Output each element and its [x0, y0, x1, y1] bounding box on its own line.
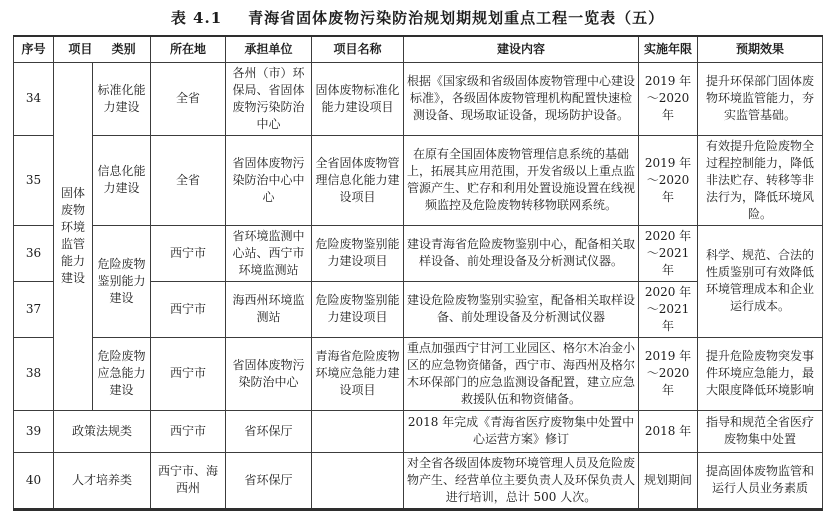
table-row [14, 410, 823, 452]
cell-project-name [312, 410, 404, 452]
cell-category: 危险废物应急能力建设 [93, 337, 151, 410]
cell-category: 标准化能力建设 [93, 62, 151, 135]
cell-effect: 有效提升危险废物全过程控制能力，降低非法贮存、转移等非法行为，降低环境风险。 [698, 135, 823, 225]
cell-effect: 提升环保部门固体废物环境监管能力，夯实监管基础。 [698, 62, 823, 135]
cell-content: 重点加强西宁甘河工业园区、格尔木冶金小区的应急物资储备，西宁市、海西州及格尔木环保部门的应急监测设备配置，建立应急救援队伍和物资储备。 [404, 337, 639, 410]
cell-location: 全省 [151, 135, 226, 225]
cell-no: 35 [14, 135, 54, 225]
table-row [14, 337, 823, 410]
col-header-content: 建设内容 [404, 36, 639, 62]
cell-years: 2019 年～2020 年 [639, 62, 698, 135]
projects-table [13, 35, 823, 511]
cell-unit: 海西州环境监测站 [226, 281, 312, 337]
col-header-project-category: 项目 类别 [54, 36, 151, 62]
cell-project-category: 政策法规类 [54, 410, 151, 452]
cell-project-name [312, 452, 404, 509]
col-header-name: 项目名称 [312, 36, 404, 62]
cell-project-group: 固体废物环境监管能力建设 [54, 62, 93, 410]
cell-no: 37 [14, 281, 54, 337]
cell-location: 西宁市 [151, 337, 226, 410]
cell-project-name: 青海省危险废物环境应急能力建设项目 [312, 337, 404, 410]
cell-content: 根据《国家级和省级固体废物管理中心建设标准》，各级固体废物管理机构配置快速检测设备、现场取证设备，现场防护设备。 [404, 62, 639, 135]
cell-no: 34 [14, 62, 54, 135]
cell-unit: 省固体废物污染防治中心中心 [226, 135, 312, 225]
cell-content: 建设危险废物鉴别实验室，配备相关取样设备、前处理设备及分析测试仪器 [404, 281, 639, 337]
cell-effect: 科学、规范、合法的性质鉴别可有效降低环境管理成本和企业运行成本。 [698, 225, 823, 337]
cell-years: 2020 年～2021 年 [639, 281, 698, 337]
cell-no: 39 [14, 410, 54, 452]
cell-content: 在原有全国固体废物管理信息系统的基础上，拓展其应用范围，开发省级以上重点监管源产生、贮存和利用处置设施设置在线视频监控及危险废物转移物联网系统。 [404, 135, 639, 225]
cell-location: 西宁市 [151, 225, 226, 281]
cell-years: 规划期间 [639, 452, 698, 509]
col-header-unit: 承担单位 [226, 36, 312, 62]
cell-years: 2019 年～2020 年 [639, 337, 698, 410]
table-row [14, 135, 823, 225]
col-header-no: 序号 [14, 36, 54, 62]
cell-location: 西宁市 [151, 410, 226, 452]
cell-unit: 省固体废物污染防治中心 [226, 337, 312, 410]
cell-project-name: 固体废物标准化能力建设项目 [312, 62, 404, 135]
doc-title [13, 7, 822, 28]
cell-unit: 省环保厅 [226, 452, 312, 509]
col-header-location: 所在地 [151, 36, 226, 62]
col-header-effect: 预期效果 [698, 36, 823, 62]
doc-title-text: 青海省固体废物污染防治规划期规划重点工程一览表（五） [248, 9, 665, 27]
col-header-years: 实施年限 [639, 36, 698, 62]
cell-effect: 指导和规范全省医疗废物集中处置 [698, 410, 823, 452]
table-row [14, 62, 823, 135]
table-row [14, 225, 823, 281]
cell-content: 2018 年完成《青海省医疗废物集中处置中心运营方案》修订 [404, 410, 639, 452]
cell-unit: 省环境监测中心站、西宁市环境监测站 [226, 225, 312, 281]
cell-location: 西宁市 [151, 281, 226, 337]
doc-title-number: 表 4.1 [170, 9, 223, 27]
cell-unit: 省环保厅 [226, 410, 312, 452]
cell-location: 西宁市、海西州 [151, 452, 226, 509]
cell-years: 2019 年～2020 年 [639, 135, 698, 225]
cell-category: 危险废物鉴别能力建设 [93, 225, 151, 337]
header-row [14, 36, 823, 62]
cell-project-name: 全省固体废物管理信息化能力建设项目 [312, 135, 404, 225]
cell-no: 36 [14, 225, 54, 281]
cell-content: 建设青海省危险废物鉴别中心，配备相关取样设备、前处理设备及分析测试仪器。 [404, 225, 639, 281]
cell-no: 38 [14, 337, 54, 410]
cell-project-name: 危险废物鉴别能力建设项目 [312, 225, 404, 281]
cell-unit: 各州（市）环保局、省固体废物污染防治中心 [226, 62, 312, 135]
cell-years: 2018 年 [639, 410, 698, 452]
table-row [14, 452, 823, 509]
cell-years: 2020 年～2021 年 [639, 225, 698, 281]
cell-no: 40 [14, 452, 54, 509]
cell-effect: 提高固体废物监管和运行人员业务素质 [698, 452, 823, 509]
cell-category: 信息化能力建设 [93, 135, 151, 225]
cell-project-name: 危险废物鉴别能力建设项目 [312, 281, 404, 337]
cell-content: 对全省各级固体废物环境管理人员及危险废物产生、经营单位主要负责人及环保负责人进行培训，总计 500 人次。 [404, 452, 639, 509]
cell-location: 全省 [151, 62, 226, 135]
cell-effect: 提升危险废物突发事件环境应急能力，最大限度降低环境影响 [698, 337, 823, 410]
cell-project-category: 人才培养类 [54, 452, 151, 509]
